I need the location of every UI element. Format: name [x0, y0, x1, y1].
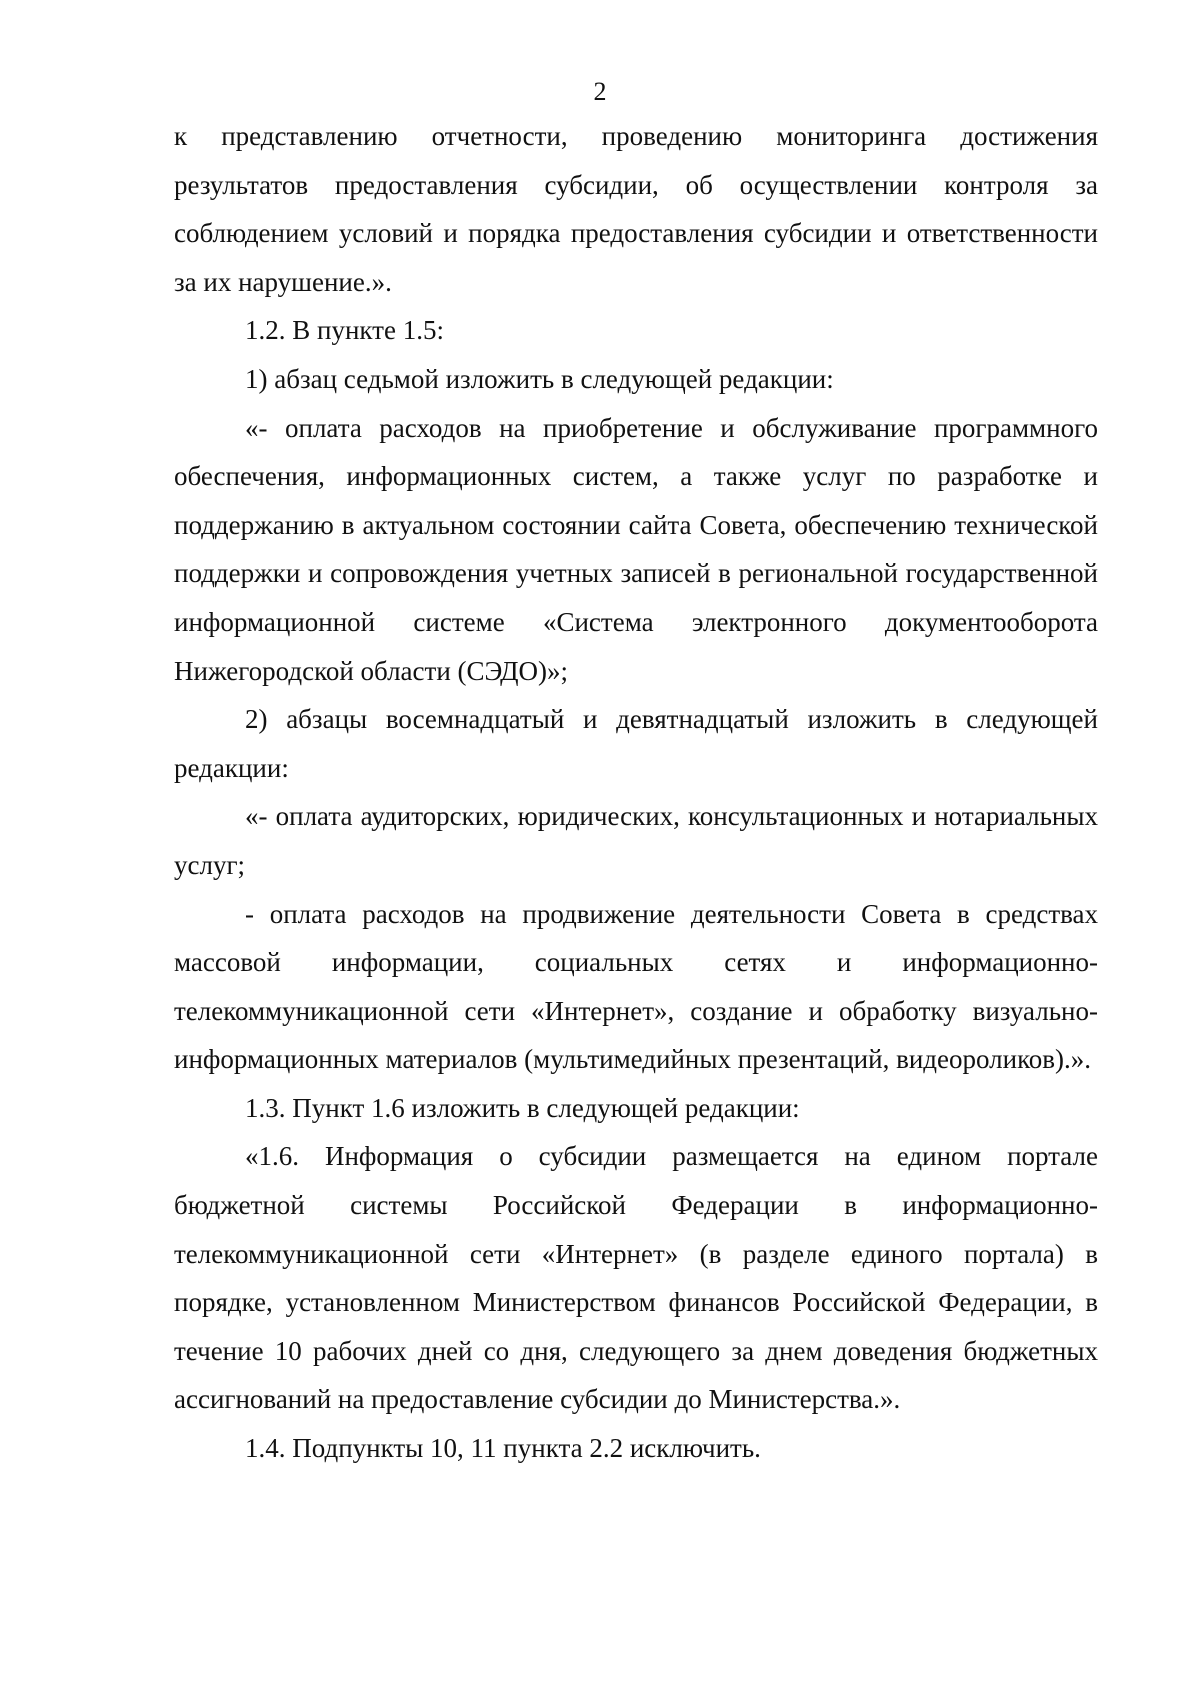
- paragraph-quote-software: «- оплата расходов на приобретение и обслуживание программного обеспечения, информационных систем, а также услуг по разработке и поддержанию в актуальном состоянии сайта Совета, обеспечению технической поддержки и сопровождения учетных записей в региональной государственной информационной системе «Система электронного документооборота Нижегородской области (СЭДО)»;: [174, 412, 1098, 686]
- paragraph-continuation: к представлению отчетности, проведению мониторинга достижения результатов предоставления субсидии, об осуществлении контроля за соблюдением условий и порядка предоставления субсидии и ответственности за их нарушение.».: [174, 121, 1098, 297]
- page-number: 2: [593, 77, 607, 106]
- paragraph-quote-audit: «- оплата аудиторских, юридических, консультационных и нотариальных услуг;: [174, 801, 1098, 880]
- paragraph-clause-1-4: 1.4. Подпункты 10, 11 пункта 2.2 исключить.: [245, 1433, 761, 1464]
- paragraph-quote-1-6: «1.6. Информация о субсидии размещается на едином портале бюджетной системы Российской Федерации в информационно-телекоммуникационной сети «Интернет» (в разделе единого портала) в порядке, установленном Министерством финансов Российской Федерации, в течение 10 рабочих дней со дня, следующего за днем доведения бюджетных ассигнований на предоставление субсидии до Министерства.».: [174, 1141, 1098, 1415]
- document-body: [174, 112, 1098, 1473]
- paragraph-item-2: 2) абзацы восемнадцатый и девятнадцатый изложить в следующей редакции:: [174, 704, 1098, 783]
- paragraph-clause-1-2: 1.2. В пункте 1.5:: [245, 315, 444, 346]
- paragraph-clause-1-3: 1.3. Пункт 1.6 изложить в следующей редакции:: [245, 1092, 800, 1123]
- paragraph-quote-promotion: - оплата расходов на продвижение деятельности Совета в средствах массовой информации, социальных сетях и информационно-телекоммуникационной сети «Интернет», создание и обработку визуально-информационных материалов (мультимедийных презентаций, видеороликов).».: [174, 898, 1098, 1075]
- paragraph-item-1: 1) абзац седьмой изложить в следующей редакции:: [245, 363, 834, 394]
